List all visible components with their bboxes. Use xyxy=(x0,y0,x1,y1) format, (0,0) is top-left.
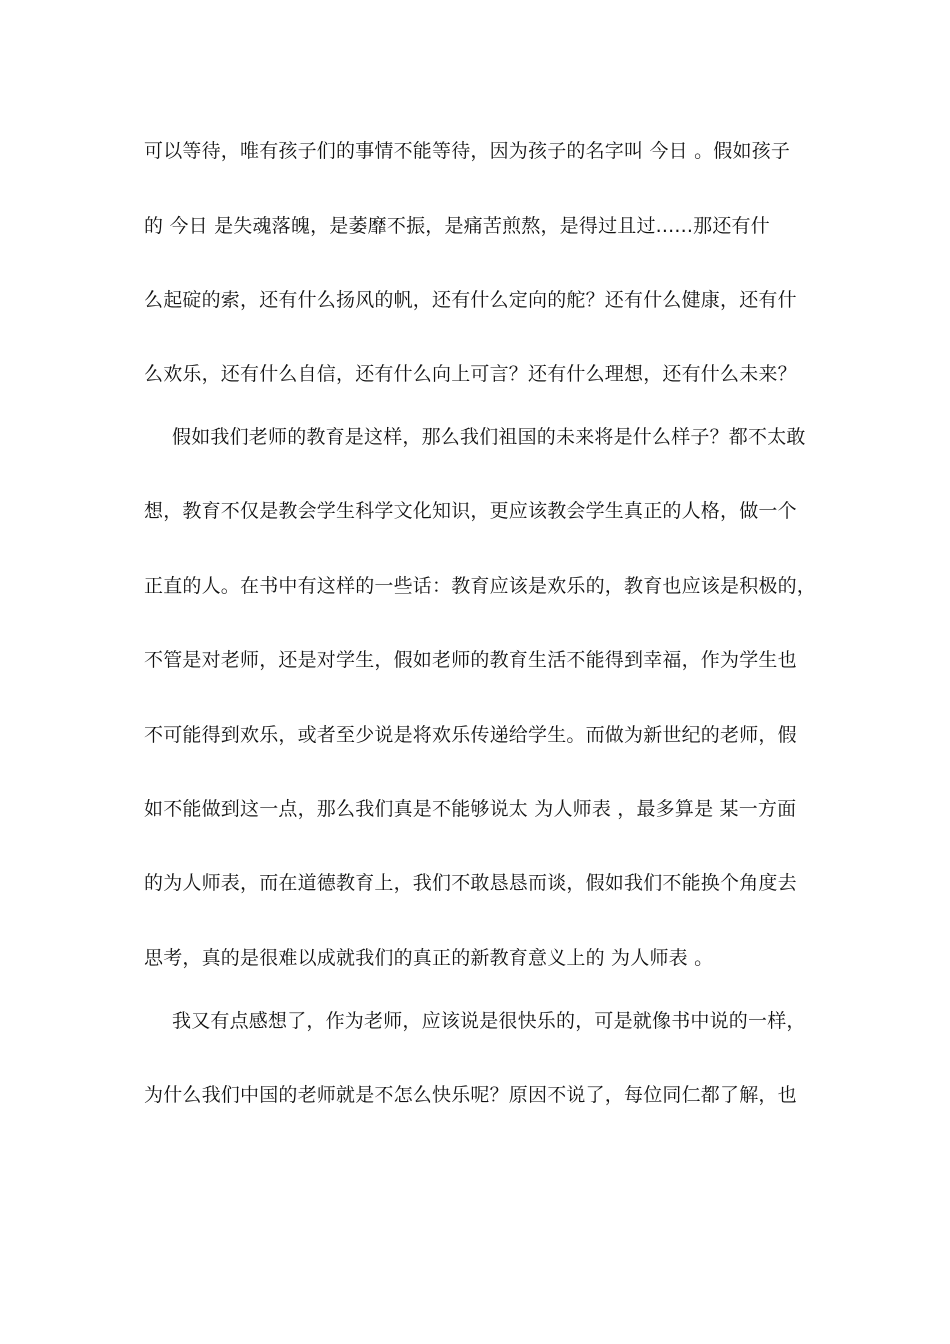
text-line: 为什么我们中国的老师就是不怎么快乐呢？原因不说了，每位同仁都了解，也 xyxy=(144,1084,797,1106)
text-line: 如不能做到这一点，那么我们真是不能够说太 为人师表 ，最多算是 某一方面 xyxy=(144,798,797,820)
text-line: 的为人师表，而在道德教育上，我们不敢恳恳而谈，假如我们不能换个角度去 xyxy=(144,872,797,894)
text-line: 正直的人。在书中有这样的一些话：教育应该是欢乐的，教育也应该是积极的， xyxy=(144,575,817,597)
text-line: 么欢乐，还有什么自信，还有什么向上可言？还有什么理想，还有什么未来？ xyxy=(144,363,797,385)
text-line: 不管是对老师，还是对学生，假如老师的教育生活不能得到幸福，作为学生也 xyxy=(144,649,797,671)
text-line: 思考，真的是很难以成就我们的真正的新教育意义上的 为人师表 。 xyxy=(144,947,714,969)
text-line: 想，教育不仅是教会学生科学文化知识，更应该教会学生真正的人格，做一个 xyxy=(144,500,797,522)
paragraph-first-line: 我又有点感想了，作为老师，应该说是很快乐的，可是就像书中说的一样， xyxy=(172,1010,806,1032)
text-line: 么起碇的索，还有什么扬风的帆，还有什么定向的舵？还有什么健康，还有什 xyxy=(144,289,797,311)
text-line: 的 今日 是失魂落魄，是萎靡不振，是痛苦煎熬，是得过且过......那还有什 xyxy=(144,215,770,237)
text-line: 可以等待，唯有孩子们的事情不能等待，因为孩子的名字叫 今日 。假如孩子 xyxy=(144,140,791,162)
paragraph-first-line: 假如我们老师的教育是这样，那么我们祖国的未来将是什么样子？都不太敢 xyxy=(172,426,806,448)
text-line: 不可能得到欢乐，或者至少说是将欢乐传递给学生。而做为新世纪的老师，假 xyxy=(144,724,797,746)
